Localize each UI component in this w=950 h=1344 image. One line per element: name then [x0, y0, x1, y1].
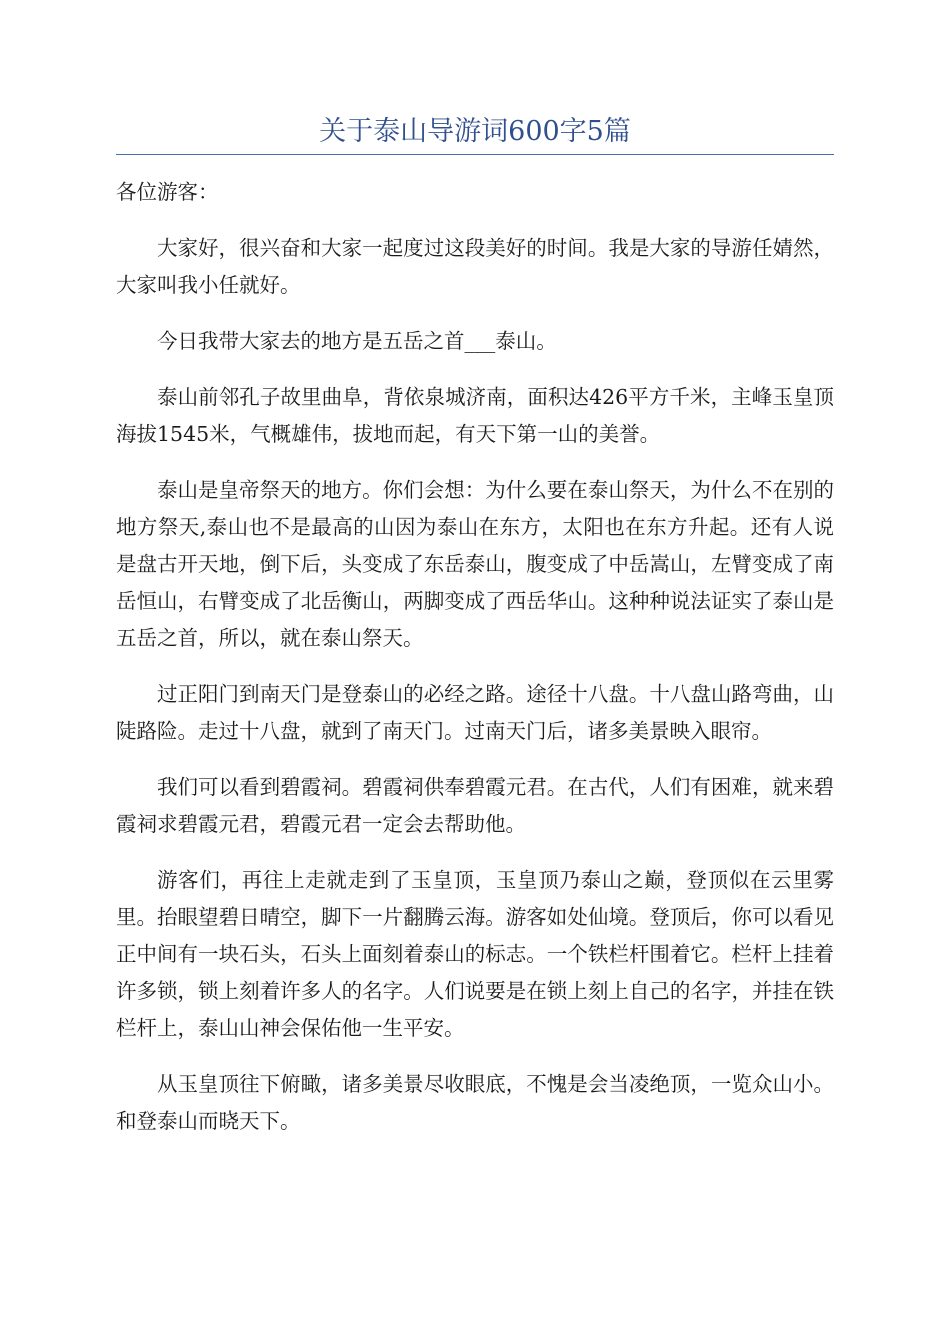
document-body	[116, 174, 834, 1159]
paragraph: 泰山前邻孔子故里曲阜，背依泉城济南，面积达426平方千米，主峰玉皇顶海拔1545米，气概雄伟，拔地而起，有天下第一山的美誉。	[116, 385, 834, 446]
paragraph: 今日我带大家去的地方是五岳之首___泰山。	[157, 329, 557, 353]
paragraph: 泰山是皇帝祭天的地方。你们会想：为什么要在泰山祭天，为什么不在别的地方祭天,泰山也不是最高的山因为泰山在东方，太阳也在东方升起。还有人说是盘古开天地，倒下后，头变成了东岳泰山，腹变成了中岳嵩山，左臂变成了南岳恒山，右臂变成了北岳衡山，两脚变成了西岳华山。这种种说法证实了泰山是五岳之首，所以，就在泰山祭天。	[116, 478, 834, 650]
greeting: 各位游客：	[116, 180, 219, 204]
document-title: 关于泰山导游词600字5篇	[319, 116, 631, 147]
paragraph: 过正阳门到南天门是登泰山的必经之路。途径十八盘。十八盘山路弯曲，山陡路险。走过十八盘，就到了南天门。过南天门后，诸多美景映入眼帘。	[116, 682, 834, 743]
paragraph: 游客们，再往上走就走到了玉皇顶，玉皇顶乃泰山之巅，登顶似在云里雾里。抬眼望碧日晴空，脚下一片翻腾云海。游客如处仙境。登顶后，你可以看见正中间有一块石头，石头上面刻着泰山的标志。一个铁栏杆围着它。栏杆上挂着许多锁，锁上刻着许多人的名字。人们说要是在锁上刻上自己的名字，并挂在铁栏杆上，泰山山神会保佑他一生平安。	[116, 868, 834, 1040]
title-underline	[116, 154, 834, 155]
paragraph: 大家好，很兴奋和大家一起度过这段美好的时间。我是大家的导游任婧然，大家叫我小任就好。	[116, 236, 834, 297]
paragraph: 从玉皇顶往下俯瞰，诸多美景尽收眼底，不愧是会当凌绝顶，一览众山小。和登泰山而晓天下。	[116, 1072, 834, 1133]
paragraph: 我们可以看到碧霞祠。碧霞祠供奉碧霞元君。在古代，人们有困难，就来碧霞祠求碧霞元君，碧霞元君一定会去帮助他。	[116, 775, 834, 836]
